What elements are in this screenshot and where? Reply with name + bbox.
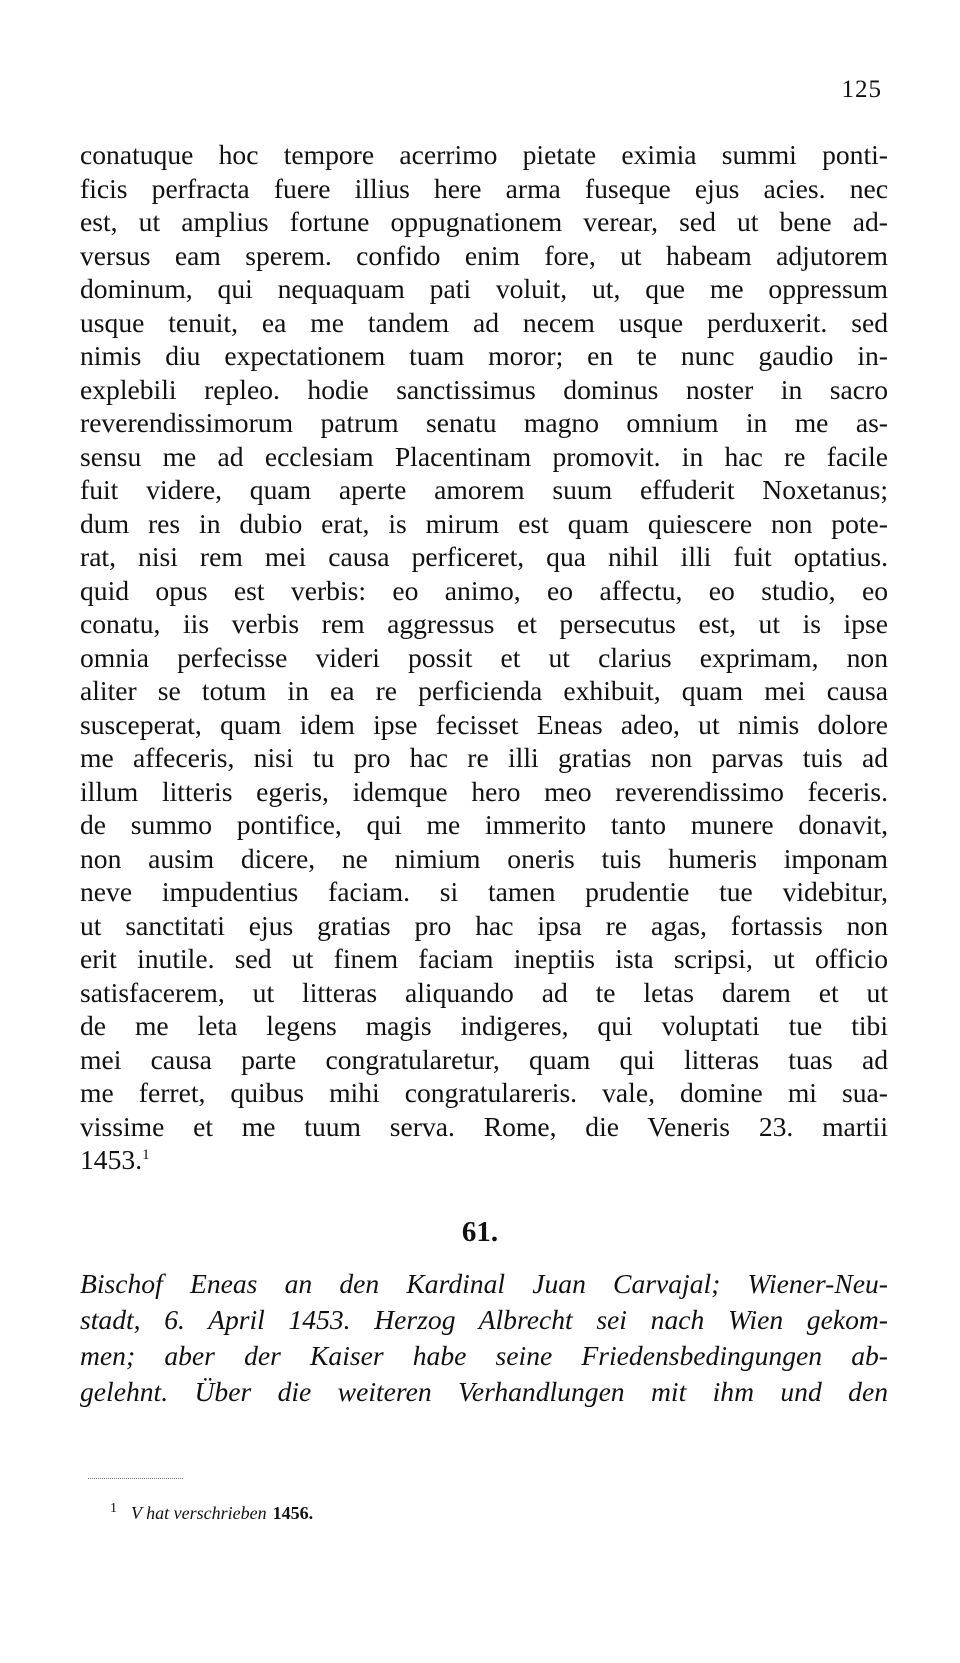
date-year: 1453. (80, 1144, 143, 1175)
regest-line: Bischof Eneas an den Kardinal Juan Carvajal; Wiener-Neu- (80, 1268, 888, 1299)
footnote-reference: 1 (142, 1146, 150, 1163)
text-line: erit inutile. sed ut finem faciam ineptiis ista scripsi, ut officio (80, 943, 888, 974)
text-line: rat, nisi rem mei causa perficeret, qua nihil illi fuit optatius. (80, 541, 888, 572)
text-line: versus eam sperem. confido enim fore, ut habeam adjutorem (80, 239, 888, 271)
text-line: mei causa parte congratularetur, quam qui litteras tuas ad (80, 1043, 888, 1075)
text-line: aliter se totum in ea re perficienda exhibuit, quam mei causa (80, 675, 888, 706)
text-line: nimis diu expectationem tuam moror; en te nunc gaudio in- (80, 340, 888, 371)
regest-line: gelehnt. Über die weiteren Verhandlungen mit ihm und den (80, 1376, 888, 1407)
text-line-last (80, 1143, 888, 1177)
regest-line: stadt, 6. April 1453. Herzog Albrecht sei nach Wien gekom- (80, 1304, 888, 1335)
footnote-separator (88, 1478, 183, 1479)
text-line: fuit videre, quam aperte amorem suum effuderit Noxetanus; (80, 474, 888, 505)
text-line: me ferret, quibus mihi congratulareris. vale, domine mi sua- (80, 1077, 888, 1108)
footnote-year: 1456. (272, 1503, 314, 1523)
text-line: me affeceris, nisi tu pro hac re illi gratias non parvas tuis ad (80, 742, 888, 773)
text-line: ficis perfracta fuere illius here arma fuseque ejus acies. nec (80, 172, 888, 204)
text-line: explebili repleo. hodie sanctissimus dominus noster in sacro (80, 373, 888, 405)
footnote-mark: 1 (110, 1501, 117, 1516)
text-line: vissime et me tuum serva. Rome, die Veneris 23. martii (80, 1110, 888, 1142)
text-line: ut sanctitati ejus gratias pro hac ipsa re agas, fortassis non (80, 909, 888, 941)
footnote (110, 1501, 313, 1524)
text-line: neve impudentius faciam. si tamen prudentie tue videbitur, (80, 876, 888, 907)
text-line: quid opus est verbis: eo animo, eo affectu, eo studio, eo (80, 574, 888, 606)
text-line: est, ut amplius fortune oppugnationem verear, sed ut bene ad- (80, 206, 888, 237)
text-line: sensu me ad ecclesiam Placentinam promovit. in hac re facile (80, 440, 888, 472)
text-line: susceperat, quam idem ipse fecisset Eneas adeo, ut nimis dolore (80, 708, 888, 740)
regest-line: men; aber der Kaiser habe seine Friedensbedingungen ab- (80, 1340, 888, 1371)
document-number: 61. (461, 1216, 499, 1248)
text-line: dominum, qui nequaquam pati voluit, ut, que me oppressum (80, 273, 888, 304)
text-line: dum res in dubio erat, is mirum est quam quiescere non pote- (80, 507, 888, 539)
text-line: de summo pontifice, qui me immerito tanto munere donavit, (80, 809, 888, 840)
text-line: conatu, iis verbis rem aggressus et persecutus est, ut is ipse (80, 608, 888, 639)
page-number: 125 (841, 76, 882, 103)
text-line: satisfacerem, ut litteras aliquando ad te letas darem et ut (80, 976, 888, 1008)
text-line: non ausim dicere, ne nimium oneris tuis humeris imponam (80, 842, 888, 874)
text-line: illum litteris egeris, idemque hero meo reverendissimo feceris. (80, 775, 888, 807)
letter-body-text (80, 138, 888, 1177)
text-line: de me leta legens magis indigeres, qui voluptati tue tibi (80, 1010, 888, 1041)
text-line: reverendissimorum patrum senatu magno omnium in me as- (80, 407, 888, 438)
document-regest (80, 1266, 888, 1410)
text-line: omnia perfecisse videri possit et ut clarius exprimam, non (80, 641, 888, 673)
text-line: conatuque hoc tempore acerrimo pietate eximia summi ponti- (80, 139, 888, 170)
footnote-text: V hat verschrieben (131, 1503, 267, 1523)
text-line: usque tenuit, ea me tandem ad necem usque perduxerit. sed (80, 306, 888, 338)
